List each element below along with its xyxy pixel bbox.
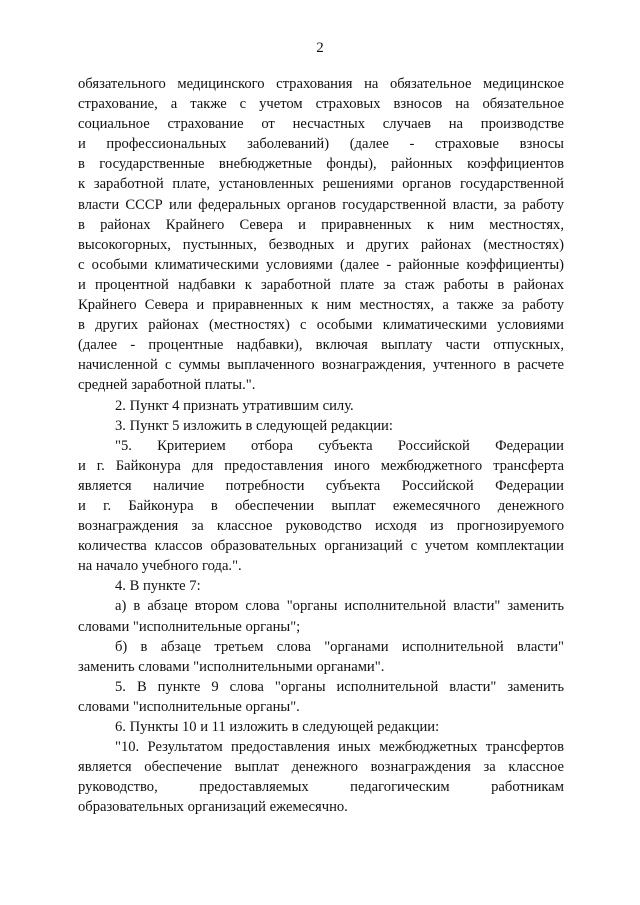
text-line: 2. Пункт 4 признать утратившим силу. — [115, 397, 354, 414]
text-line: начисленной с суммы выплаченного вознаграждения, учтенного в расчете — [78, 357, 564, 374]
text-line: является наличие потребности субъекта Российской Федерации — [78, 477, 564, 494]
page-number: 2 — [316, 40, 324, 56]
text-line: в других районах (местностях) с особыми климатическими условиями — [78, 317, 564, 334]
text-line: и г. Байконура для предоставления иного межбюджетного трансферта — [78, 457, 564, 474]
text-line: власти СССР или федеральных органов государственной власти, за работу — [78, 196, 564, 213]
text-line: а) в абзаце втором слова "органы исполнительной власти" заменить — [115, 598, 564, 615]
text-line: словами "исполнительные органы"; — [78, 618, 301, 635]
text-line: "5. Критерием отбора субъекта Российской Федерации — [115, 437, 564, 454]
text-line: количества классов образовательных организаций с учетом комплектации — [78, 538, 564, 555]
text-line: образовательных организаций ежемесячно. — [78, 799, 348, 816]
text-line: в государственные внебюджетные фонды), районных коэффициентов — [78, 156, 564, 173]
text-line: страхование, а также с учетом страховых взносов на обязательное — [78, 96, 564, 113]
text-line: обязательного медицинского страхования на обязательное медицинское — [78, 76, 564, 92]
text-line: является обеспечение выплат денежного вознаграждения за классное — [78, 759, 564, 776]
text-line: с особыми климатическими условиями (далее - районные коэффициенты) — [78, 256, 564, 273]
text-line: 6. Пункты 10 и 11 изложить в следующей редакции: — [115, 719, 440, 735]
text-line: высокогорных, пустынных, безводных и других районах (местностях) — [78, 236, 564, 253]
document-body — [78, 74, 564, 817]
text-line: 5. В пункте 9 слова "органы исполнительной власти" заменить — [115, 678, 564, 695]
text-line: 3. Пункт 5 изложить в следующей редакции: — [115, 417, 393, 434]
text-line: на начало учебного года.". — [78, 558, 242, 575]
text-line: Крайнего Севера и приравненных к ним местностях, а также за работу — [78, 297, 564, 314]
text-line: руководство, предоставляемых педагогическим работникам — [78, 779, 564, 796]
text-line: и профессиональных заболеваний) (далее - страховые взносы — [78, 136, 564, 153]
text-line: (далее - процентные надбавки), включая выплату части отпускных, — [78, 337, 564, 354]
text-line: вознаграждения за классное руководство исходя из прогнозируемого — [78, 518, 564, 535]
text-line: заменить словами "исполнительными органами". — [78, 658, 385, 675]
text-line: и процентной надбавки к заработной плате за стаж работы в районах — [78, 276, 564, 293]
text-line: 4. В пункте 7: — [115, 578, 201, 595]
text-line: средней заработной платы.". — [78, 377, 256, 394]
text-line: социальное страхование от несчастных случаев на производстве — [78, 116, 564, 133]
text-line: в районах Крайнего Севера и приравненных к ним местностях, — [78, 216, 564, 233]
text-line: и г. Байконура в обеспечении выплат ежемесячного денежного — [78, 497, 564, 514]
text-line: словами "исполнительные органы". — [78, 698, 300, 715]
text-line: б) в абзаце третьем слова "органами исполнительной власти" — [115, 638, 564, 655]
text-line: "10. Результатом предоставления иных межбюджетных трансфертов — [115, 739, 564, 756]
text-line: к заработной плате, установленных решениями органов государственной — [78, 176, 564, 193]
